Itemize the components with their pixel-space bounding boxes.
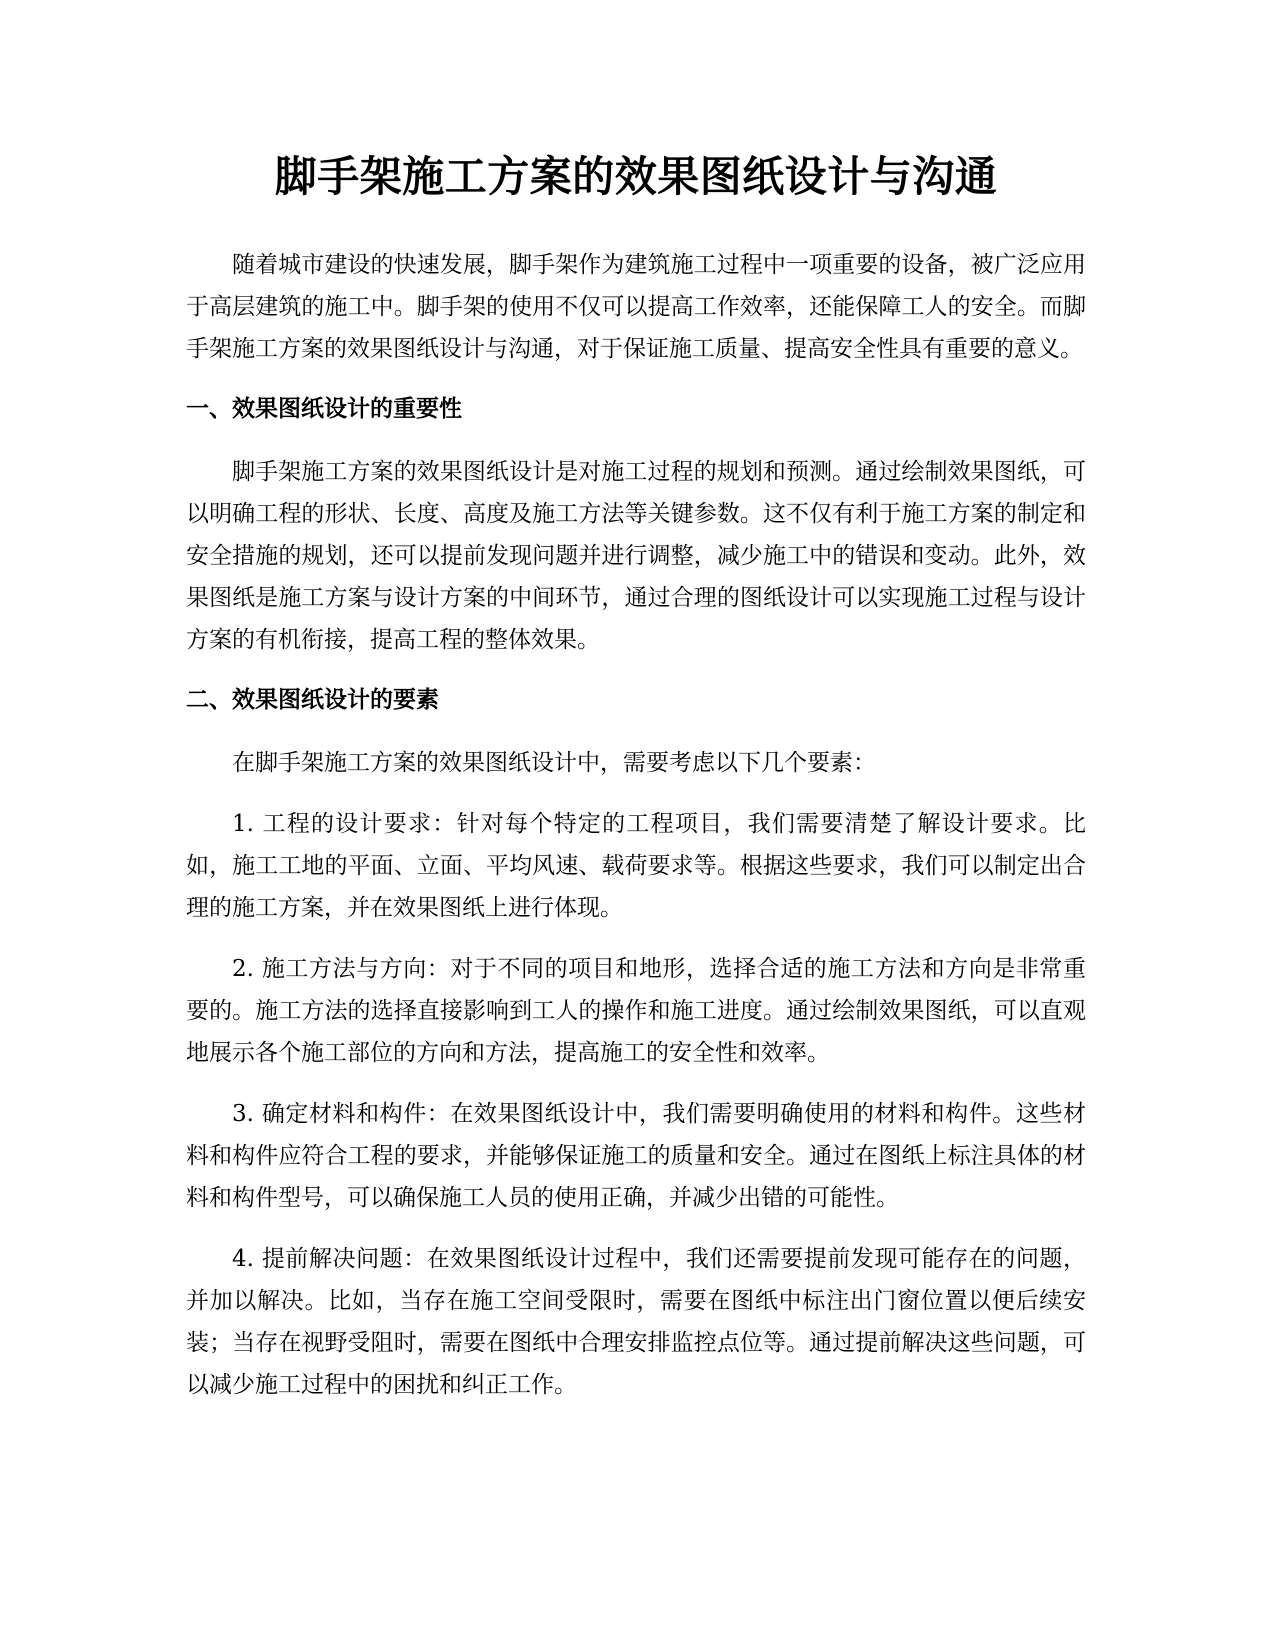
section-paragraph-importance: 脚手架施工方案的效果图纸设计是对施工过程的规划和预测。通过绘制效果图纸，可以明确工程的形状、长度、高度及施工方法等关键参数。这不仅有利于施工方案的制定和安全措施的规划，还可以提前发现问题并进行调整，减少施工中的错误和变动。此外，效果图纸是施工方案与设计方案的中间环节，通过合理的图纸设计可以实现施工过程与设计方案的有机衔接，提高工程的整体效果。 — [186, 459, 1086, 653]
list-item-construction-method: 2. 施工方法与方向：对于不同的项目和地形，选择合适的施工方法和方向是非常重要的。施工方法的选择直接影响到工人的操作和施工进度。通过绘制效果图纸，可以直观地展示各个施工部位的方向和方法，提高施工的安全性和效率。 — [186, 956, 1086, 1066]
document-title: 脚手架施工方案的效果图纸设计与沟通 — [274, 152, 998, 201]
list-item-resolve-problems: 4. 提前解决问题：在效果图纸设计过程中，我们还需要提前发现可能存在的问题，并加以解决。比如，当存在施工空间受限时，需要在图纸中标注出门窗位置以便后续安装；当存在视野受阻时，需要在图纸中合理安排监控点位等。通过提前解决这些问题，可以减少施工过程中的困扰和纠正工作。 — [186, 1246, 1086, 1398]
list-item-materials-components: 3. 确定材料和构件：在效果图纸设计中，我们需要明确使用的材料和构件。这些材料和构件应符合工程的要求，并能够保证施工的质量和安全。通过在图纸上标注具体的材料和构件型号，可以确保施工人员的使用正确，并减少出错的可能性。 — [186, 1101, 1086, 1211]
document-content — [186, 148, 1086, 1425]
intro-paragraph: 随着城市建设的快速发展，脚手架作为建筑施工过程中一项重要的设备，被广泛应用于高层建筑的施工中。脚手架的使用不仅可以提高工作效率，还能保障工人的安全。而脚手架施工方案的效果图纸设计与沟通，对于保证施工质量、提高安全性具有重要的意义。 — [186, 252, 1086, 362]
section-heading-importance: 一、效果图纸设计的重要性 — [186, 396, 462, 422]
section-heading-elements: 二、效果图纸设计的要素 — [186, 687, 439, 713]
list-item-design-requirements: 1. 工程的设计要求：针对每个特定的工程项目，我们需要清楚了解设计要求。比如，施工工地的平面、立面、平均风速、载荷要求等。根据这些要求，我们可以制定出合理的施工方案，并在效果图纸上进行体现。 — [186, 811, 1086, 921]
section-lead-elements: 在脚手架施工方案的效果图纸设计中，需要考虑以下几个要素： — [232, 750, 876, 776]
